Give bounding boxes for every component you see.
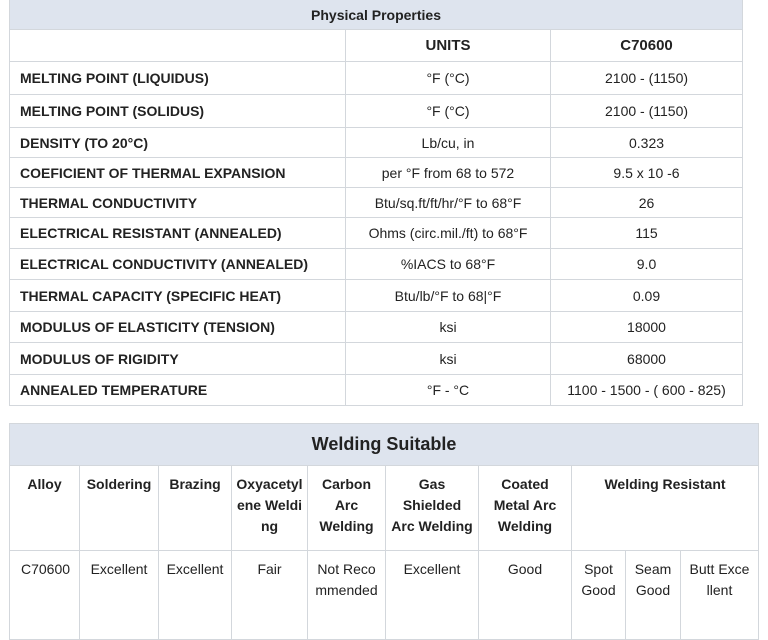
property-name: MODULUS OF ELASTICITY (TENSION) (10, 312, 346, 343)
property-value: 9.0 (551, 249, 743, 280)
property-units: ksi (346, 343, 551, 375)
header-alloy: Alloy (10, 466, 80, 551)
property-name: ELECTRICAL CONDUCTIVITY (ANNEALED) (10, 249, 346, 280)
table-row (10, 375, 743, 406)
property-name: ELECTRICAL RESISTANT (ANNEALED) (10, 218, 346, 249)
property-units: °F (°C) (346, 95, 551, 128)
table-row (10, 312, 743, 343)
property-name: MODULUS OF RIGIDITY (10, 343, 346, 375)
table-row (10, 188, 743, 218)
table-row (10, 62, 743, 95)
table-row (10, 95, 743, 128)
property-value: 0.09 (551, 280, 743, 312)
table-row (10, 249, 743, 280)
header-coated-metal: Coated Metal Arc Welding (479, 466, 572, 551)
property-name: COEFICIENT OF THERMAL EXPANSION (10, 158, 346, 188)
header-property (10, 30, 346, 62)
header-soldering: Soldering (80, 466, 159, 551)
welding-suitable-title: Welding Suitable (10, 424, 759, 466)
header-carbon-arc: Carbon Arc Welding (308, 466, 386, 551)
property-units: Lb/cu, in (346, 128, 551, 158)
property-name: MELTING POINT (LIQUIDUS) (10, 62, 346, 95)
property-value: 1100 - 1500 - ( 600 - 825) (551, 375, 743, 406)
property-name: ANNEALED TEMPERATURE (10, 375, 346, 406)
property-value: 26 (551, 188, 743, 218)
oxyacetylene-value: Fair (232, 551, 308, 640)
carbon-arc-value: Not Recommended (308, 551, 386, 640)
property-units: Ohms (circ.mil./ft) to 68°F (346, 218, 551, 249)
property-name: DENSITY (TO 20°C) (10, 128, 346, 158)
property-units: Btu/sq.ft/ft/hr/°F to 68°F (346, 188, 551, 218)
property-units: per °F from 68 to 572 (346, 158, 551, 188)
gas-shielded-value: Excellent (386, 551, 479, 640)
property-name: THERMAL CONDUCTIVITY (10, 188, 346, 218)
property-value: 9.5 x 10 -6 (551, 158, 743, 188)
spot-value: Spot Good (572, 551, 626, 640)
property-units: °F (°C) (346, 62, 551, 95)
property-value: 68000 (551, 343, 743, 375)
property-value: 0.323 (551, 128, 743, 158)
property-units: Btu/lb/°F to 68|°F (346, 280, 551, 312)
property-value: 18000 (551, 312, 743, 343)
welding-suitable-table (9, 423, 759, 640)
header-brazing: Brazing (159, 466, 232, 551)
physical-properties-table (9, 0, 743, 406)
table-row (10, 551, 759, 640)
butt-value: Butt Excellent (681, 551, 759, 640)
property-units: ksi (346, 312, 551, 343)
property-value: 2100 - (1150) (551, 62, 743, 95)
coated-metal-value: Good (479, 551, 572, 640)
table-row (10, 280, 743, 312)
brazing-value: Excellent (159, 551, 232, 640)
table-row (10, 343, 743, 375)
header-alloy: C70600 (551, 30, 743, 62)
seam-value: Seam Good (626, 551, 681, 640)
header-oxyacetylene: Oxyacetylene Welding (232, 466, 308, 551)
property-name: MELTING POINT (SOLIDUS) (10, 95, 346, 128)
table-row (10, 128, 743, 158)
property-units: %IACS to 68°F (346, 249, 551, 280)
table-row (10, 218, 743, 249)
header-gas-shielded: Gas Shielded Arc Welding (386, 466, 479, 551)
property-units: °F - °C (346, 375, 551, 406)
header-welding-resistant: Welding Resistant (572, 466, 759, 551)
table-row (10, 158, 743, 188)
property-name: THERMAL CAPACITY (SPECIFIC HEAT) (10, 280, 346, 312)
soldering-value: Excellent (80, 551, 159, 640)
property-value: 115 (551, 218, 743, 249)
alloy-value: C70600 (10, 551, 80, 640)
property-value: 2100 - (1150) (551, 95, 743, 128)
physical-properties-title: Physical Properties (10, 0, 743, 30)
header-units: UNITS (346, 30, 551, 62)
